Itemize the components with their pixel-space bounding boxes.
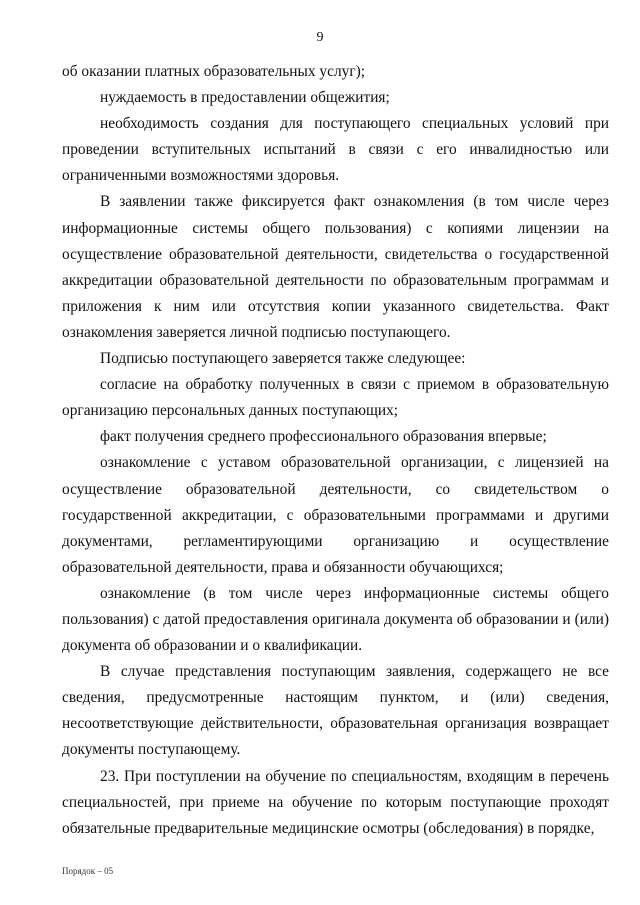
footer-code: Порядок – 05 [62, 866, 114, 876]
page-number: 9 [316, 30, 324, 45]
paragraph: В случае представления поступающим заявления, содержащего не все сведения, предусмотренные настоящим пунктом, и (или) сведения, несоответствующие действительности, образовательная организация возвращает документы поступающему. [62, 663, 609, 759]
paragraph: необходимость создания для поступающего специальных условий при проведении вступительных испытаний в связи с его инвалидностью или ограниченными возможностями здоровья. [62, 115, 609, 185]
paragraph: ознакомление с уставом образовательной организации, с лицензией на осуществление образовательной деятельности, со свидетельством о государственной аккредитации, с образовательными программами и другими документами, регламентирующими организацию и осуществление образовательной деятельности, права и обязанности обучающихся; [62, 454, 609, 576]
paragraph: согласие на обработку полученных в связи с приемом в образовательную организацию персональных данных поступающих; [62, 376, 609, 420]
paragraph: нуждаемость в предоставлении общежития; [100, 89, 390, 107]
document-body [62, 59, 609, 842]
paragraph: об оказании платных образовательных услуг); [62, 63, 366, 80]
paragraph: факт получения среднего профессионального образования впервые; [100, 428, 547, 446]
paragraph: 23. При поступлении на обучение по специальностям, входящим в перечень специальностей, при приеме на обучение по которым поступающие проходят обязательные предварительные медицинские осмотры (обследования) в порядке, [62, 767, 609, 837]
paragraph: В заявлении также фиксируется факт ознакомления (в том числе через информационные системы общего пользования) с копиями лицензии на осуществление образовательной деятельности, свидетельства о государственной аккредитации образовательной деятельности по образовательным программам и приложения к ним или отсутствия копии указанного свидетельства. Факт ознакомления заверяется личной подписью поступающего. [62, 193, 609, 341]
paragraph: ознакомление (в том числе через информационные системы общего пользования) с датой предоставления оригинала документа об образовании и (или) документа об образовании и о квалификации. [62, 584, 609, 655]
paragraph: Подписью поступающего заверяется также следующее: [100, 350, 466, 368]
